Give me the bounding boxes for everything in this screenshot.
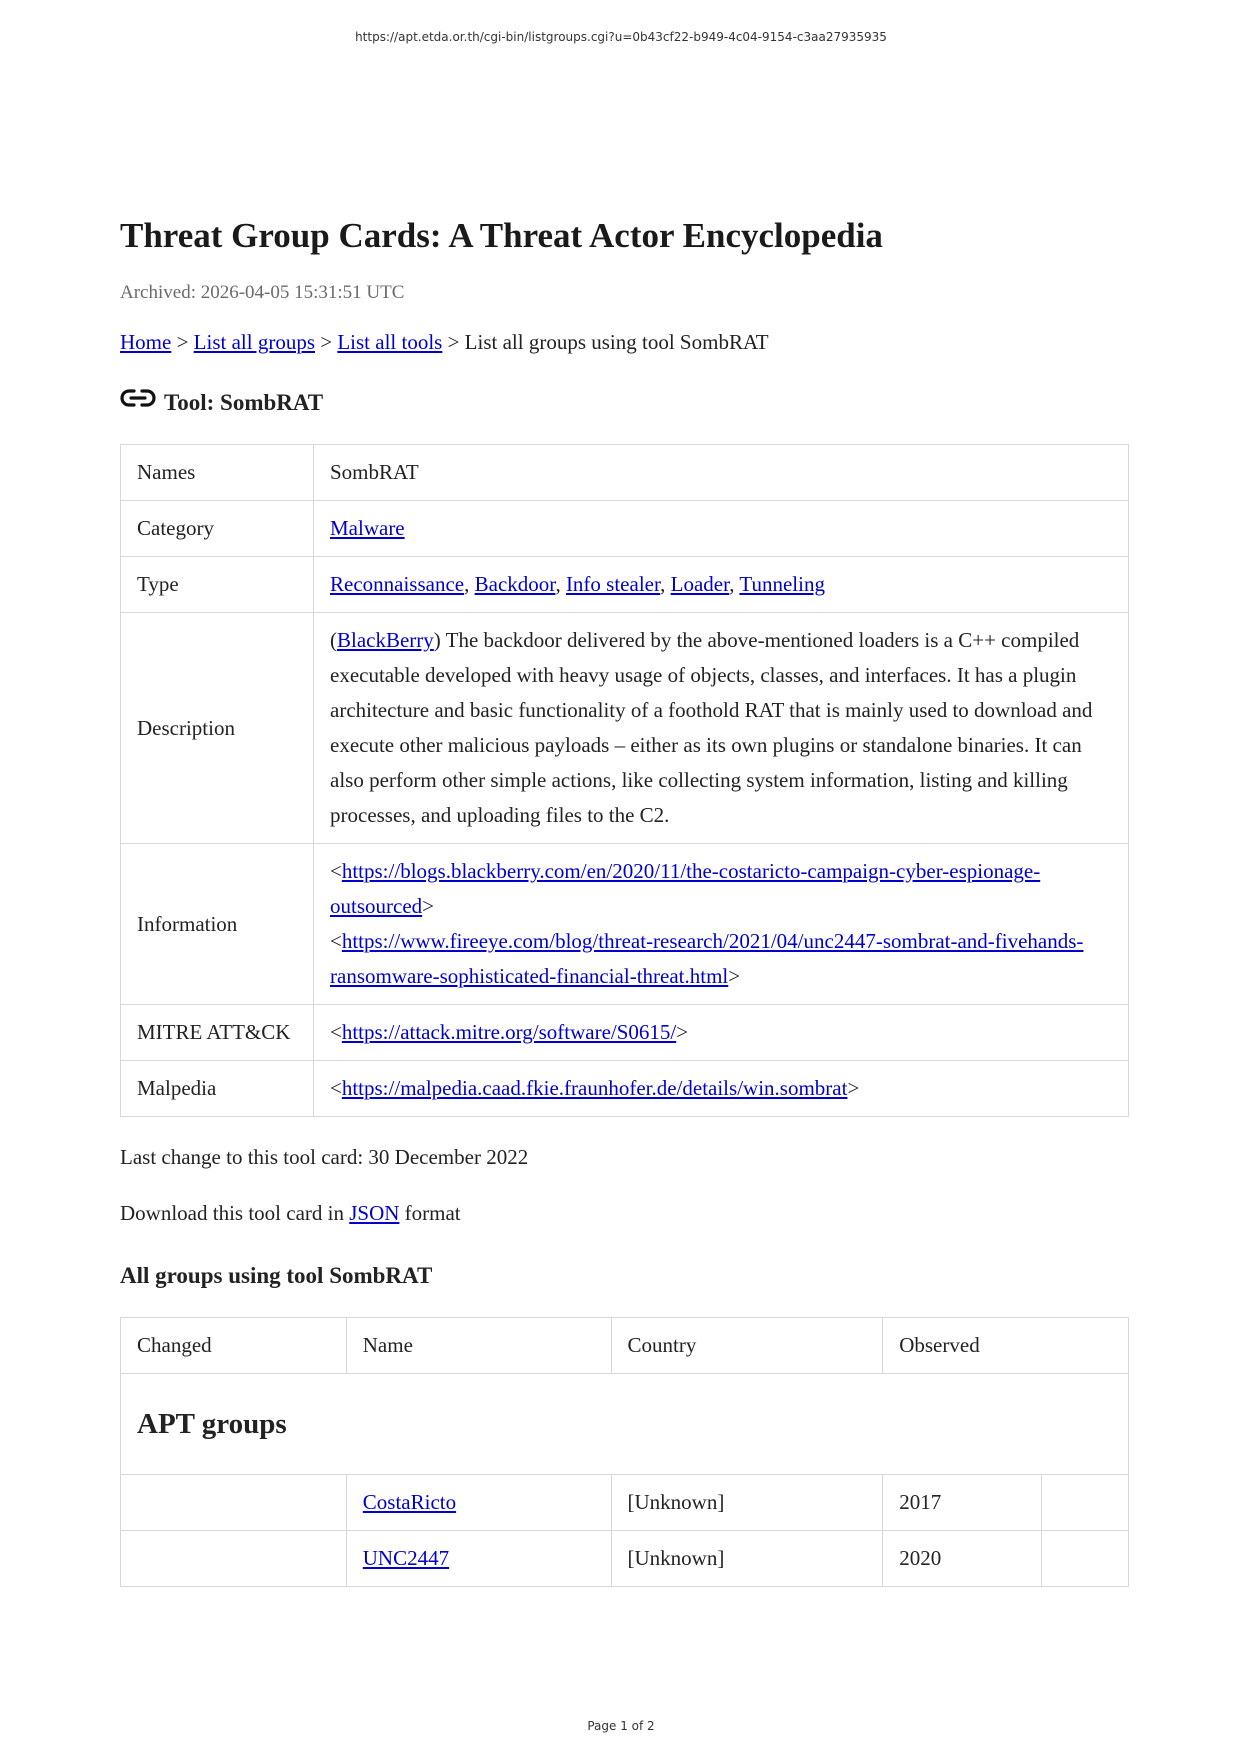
cell-changed — [121, 1531, 347, 1587]
section-row — [121, 1374, 1129, 1475]
print-footer-page: Page 1 of 2 — [587, 1719, 655, 1733]
type-separator: , — [464, 572, 475, 596]
header-observed: Observed — [883, 1318, 1129, 1374]
section-apt-groups: APT groups — [121, 1374, 1129, 1475]
table-row — [121, 1531, 1129, 1587]
mitre-key: MITRE ATT&CK — [121, 1005, 314, 1061]
description-text: ) The backdoor delivered by the above-mentioned loaders is a C++ compiled executable developed with heavy usage of objects, classes, and interfaces. It has a plugin architecture and basic functionality of a foothold RAT that is mainly used to download and execute other malicious payloads – either as its own plugins or standalone binaries. It can also perform other simple actions, like collecting system information, listing and killing processes, and uploading files to the C2. — [330, 628, 1093, 827]
cell-observed: 2017 — [883, 1475, 1042, 1531]
page-title: Threat Group Cards: A Threat Actor Encyclopedia — [120, 216, 883, 255]
mitre-value — [314, 1005, 1129, 1061]
table-row — [121, 1061, 1129, 1117]
breadcrumb-separator: > — [315, 330, 338, 354]
cell-name — [346, 1531, 611, 1587]
description-source-link[interactable]: BlackBerry — [337, 628, 434, 652]
type-value — [314, 557, 1129, 613]
breadcrumb-separator: > — [171, 330, 194, 354]
download-text — [120, 1199, 1129, 1227]
header-country: Country — [611, 1318, 883, 1374]
angle-close: > — [676, 1020, 689, 1044]
group-costaricto-link[interactable]: CostaRicto — [362, 1490, 457, 1514]
type-loader-link[interactable]: Loader — [670, 572, 730, 596]
malpedia-link[interactable]: https://malpedia.caad.fkie.fraunhofer.de/details/win.sombrat — [341, 1076, 848, 1100]
fireeye-article-link[interactable]: https://www.fireeye.com/blog/threat-research/2021/04/unc2447-sombrat-and-fivehands-ransomware-sophisticated-financial-threat.html — [330, 929, 1084, 988]
cell-country: [Unknown] — [611, 1475, 883, 1531]
information-link-line — [330, 854, 1112, 924]
angle-close: > — [847, 1076, 860, 1100]
last-change-text: Last change to this tool card: 30 December 2022 — [120, 1145, 529, 1169]
table-row — [121, 501, 1129, 557]
angle-open: < — [330, 1020, 342, 1044]
cell-empty — [1042, 1475, 1129, 1531]
angle-close: > — [728, 964, 741, 988]
type-tunneling-link[interactable]: Tunneling — [739, 572, 825, 596]
names-value: SombRAT — [314, 445, 1129, 501]
malpedia-key: Malpedia — [121, 1061, 314, 1117]
table-row — [121, 557, 1129, 613]
download-json-link[interactable]: JSON — [349, 1201, 400, 1225]
header-name: Name — [346, 1318, 611, 1374]
page-content — [120, 212, 1129, 1587]
angle-open: < — [330, 859, 342, 883]
cell-empty — [1042, 1531, 1129, 1587]
angle-close: > — [422, 894, 434, 918]
groups-heading: All groups using tool SombRAT — [120, 1263, 433, 1288]
type-separator: , — [660, 572, 671, 596]
description-key: Description — [121, 613, 314, 844]
download-suffix: format — [399, 1201, 461, 1225]
group-unc2447-link[interactable]: UNC2447 — [362, 1546, 450, 1570]
table-row — [121, 1005, 1129, 1061]
type-info-stealer-link[interactable]: Info stealer — [565, 572, 661, 596]
information-value — [314, 844, 1129, 1005]
angle-open: < — [330, 929, 342, 953]
category-value — [314, 501, 1129, 557]
link-icon — [120, 386, 156, 410]
information-link-line — [330, 924, 1112, 994]
tool-heading-text: Tool: SombRAT — [164, 390, 324, 415]
table-header-row — [121, 1318, 1129, 1374]
category-key: Category — [121, 501, 314, 557]
cell-observed: 2020 — [883, 1531, 1042, 1587]
malpedia-value — [314, 1061, 1129, 1117]
archived-timestamp: Archived: 2026-04-05 15:31:51 UTC — [120, 282, 405, 303]
print-header-url: https://apt.etda.or.th/cgi-bin/listgroups.cgi?u=0b43cf22-b949-4c04-9154-c3aa27935935 — [355, 30, 887, 44]
type-separator: , — [729, 572, 740, 596]
cell-name — [346, 1475, 611, 1531]
blackberry-article-link[interactable]: https://blogs.blackberry.com/en/2020/11/the-costaricto-campaign-cyber-espionage-outsourced — [330, 859, 1041, 918]
breadcrumb-list-groups-link[interactable]: List all groups — [193, 330, 315, 354]
description-value — [314, 613, 1129, 844]
breadcrumb-list-tools-link[interactable]: List all tools — [337, 330, 443, 354]
groups-table — [120, 1317, 1129, 1587]
cell-country: [Unknown] — [611, 1531, 883, 1587]
type-separator: , — [555, 572, 566, 596]
breadcrumb-current: > List all groups using tool SombRAT — [442, 330, 769, 354]
tool-heading — [120, 386, 1129, 418]
description-paren: ( — [330, 628, 337, 652]
table-row — [121, 613, 1129, 844]
cell-changed — [121, 1475, 347, 1531]
breadcrumb — [120, 328, 1129, 356]
table-row — [121, 445, 1129, 501]
names-key: Names — [121, 445, 314, 501]
type-backdoor-link[interactable]: Backdoor — [474, 572, 556, 596]
type-key: Type — [121, 557, 314, 613]
tool-info-table — [120, 444, 1129, 1117]
download-prefix: Download this tool card in — [120, 1201, 350, 1225]
table-row — [121, 844, 1129, 1005]
header-changed: Changed — [121, 1318, 347, 1374]
category-malware-link[interactable]: Malware — [330, 516, 405, 540]
angle-open: < — [330, 1076, 342, 1100]
type-reconnaissance-link[interactable]: Reconnaissance — [330, 572, 465, 596]
table-row — [121, 1475, 1129, 1531]
breadcrumb-home-link[interactable]: Home — [120, 330, 172, 354]
mitre-link[interactable]: https://attack.mitre.org/software/S0615/ — [341, 1020, 677, 1044]
information-key: Information — [121, 844, 314, 1005]
